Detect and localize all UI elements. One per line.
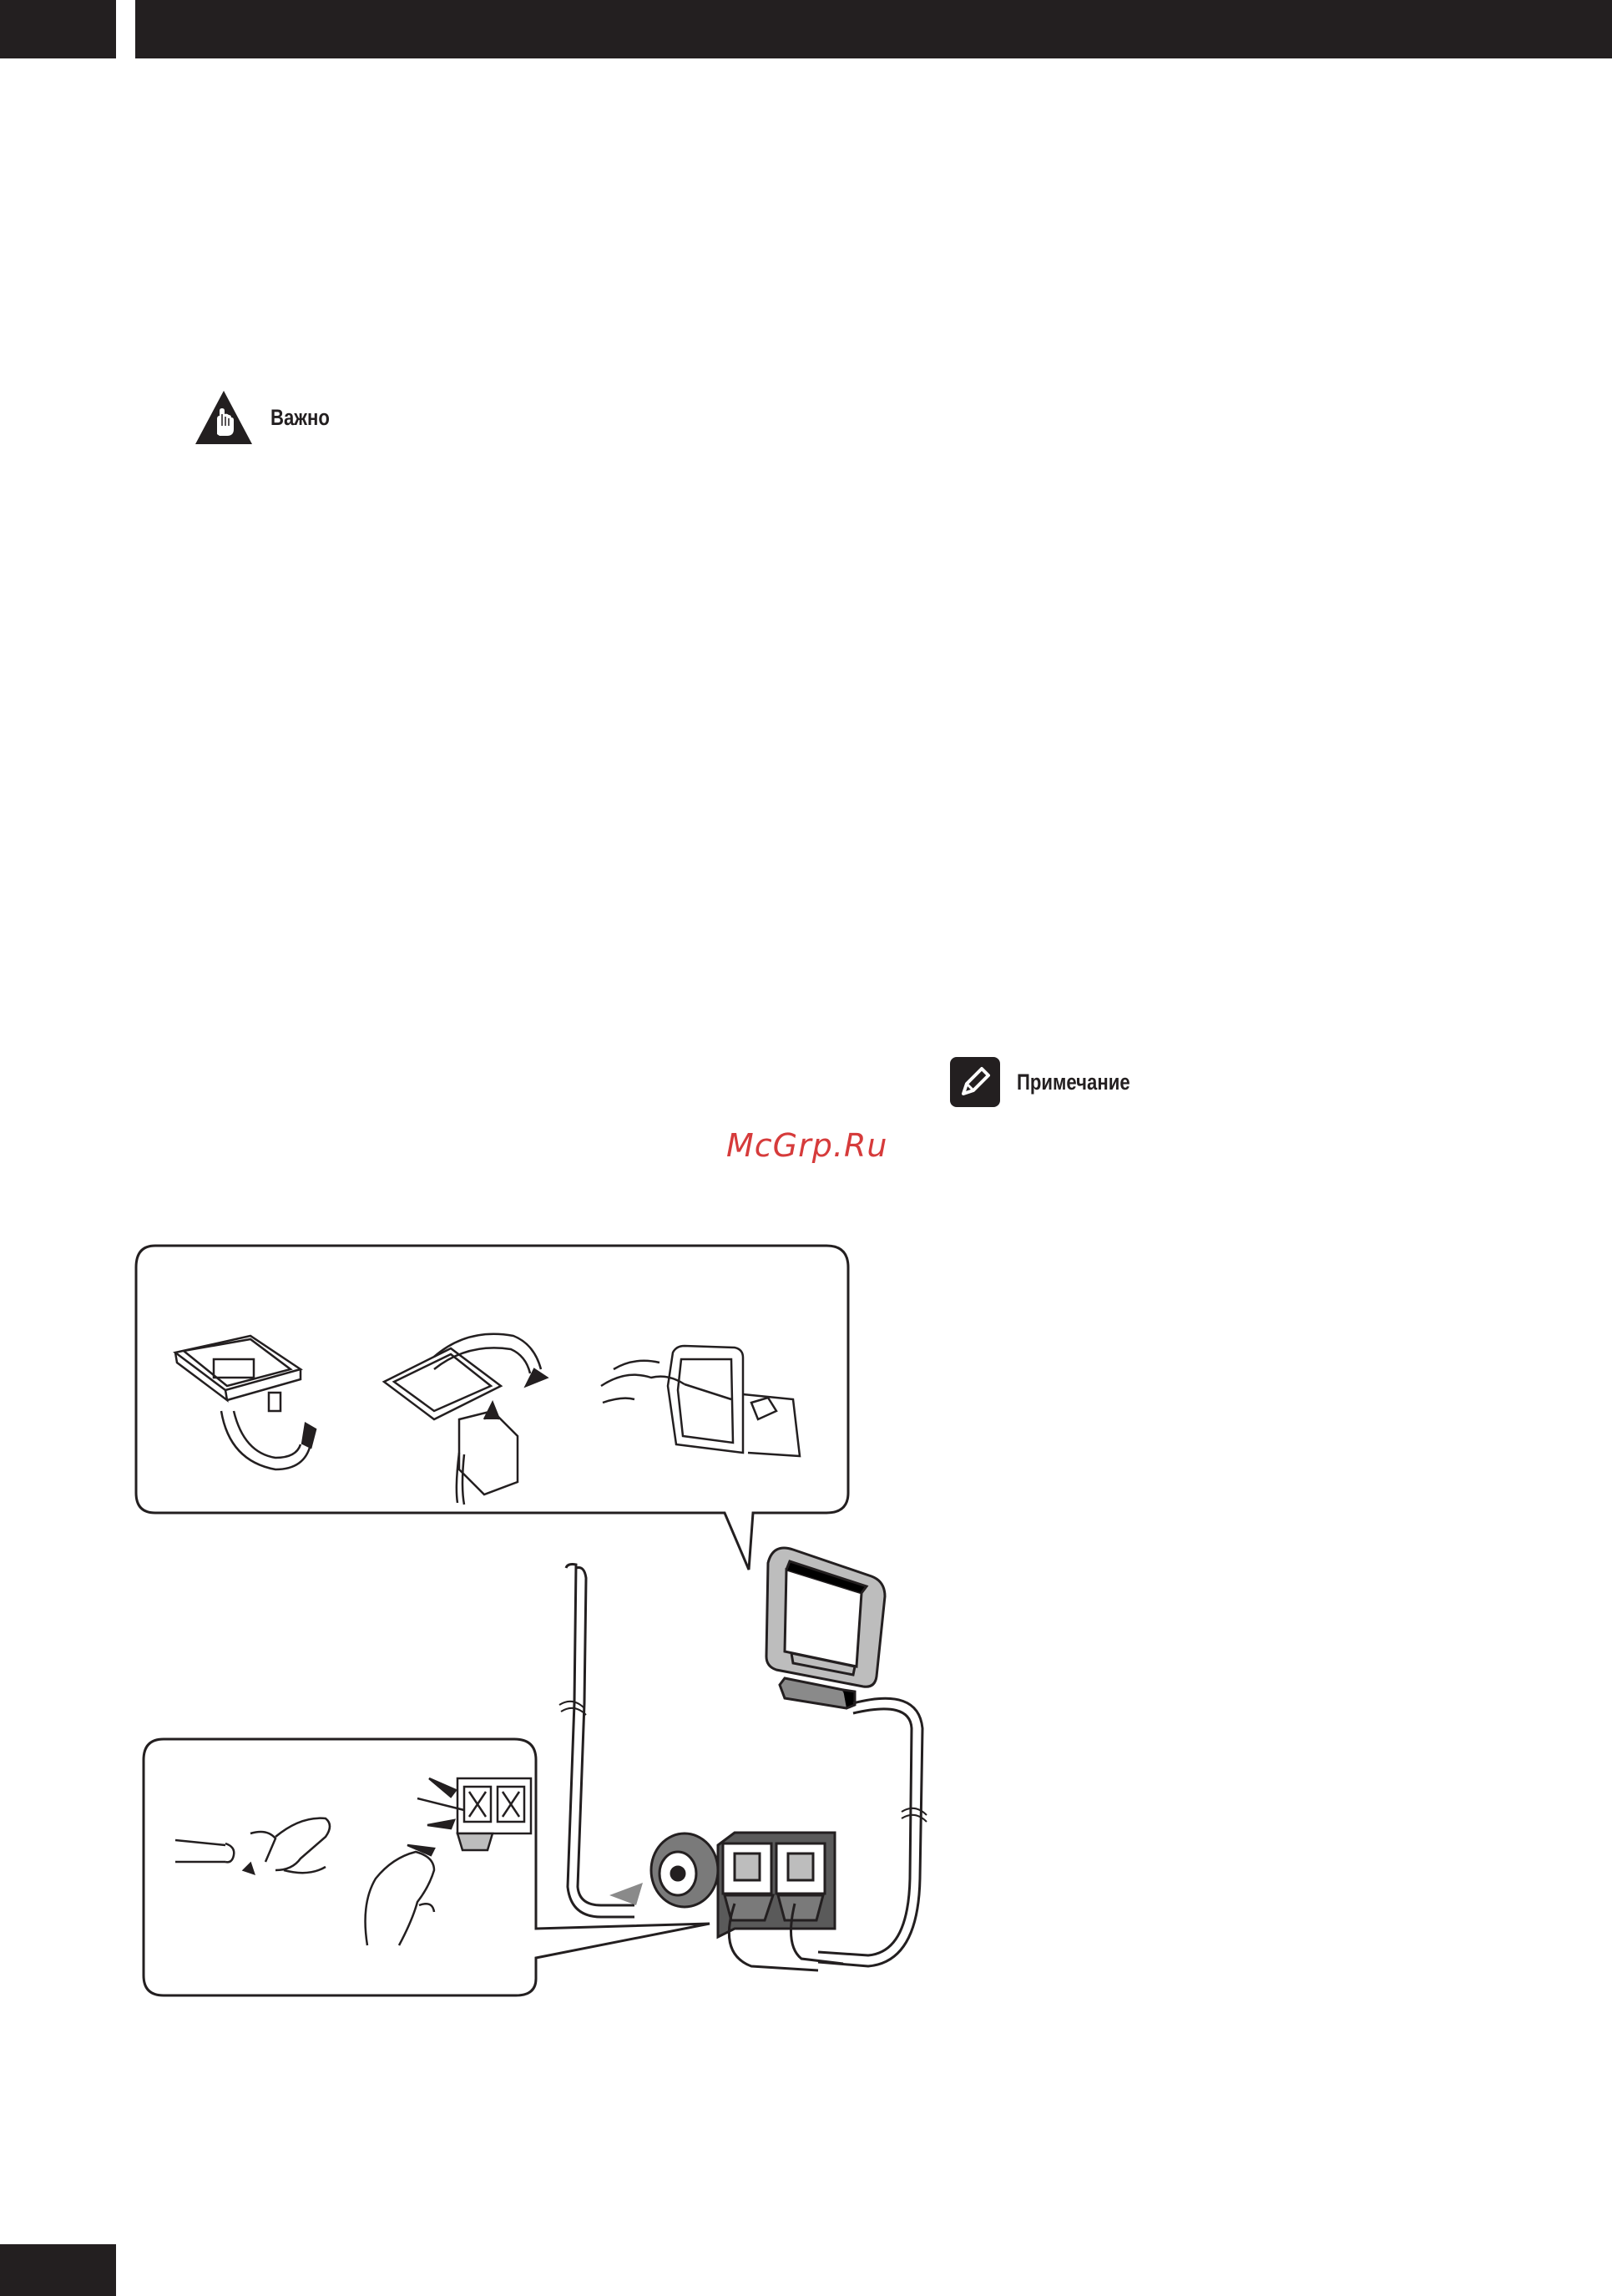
important-label: Важно [270,404,330,430]
am-loop-wire-clip-illus [601,1346,800,1456]
antenna-terminals [718,1833,843,1970]
am-loop-stand-attach-illus [384,1334,547,1505]
bottom-callout-panel [144,1739,710,1995]
terminal-push-insert-illus [366,1778,531,1945]
am-loop-antenna [766,1548,885,1708]
am-loop-stand-unfold-illus [175,1336,316,1469]
fm-wire-antenna [559,1565,634,1918]
fm-connector [609,1833,718,1907]
watermark: McGrp.Ru [726,1127,888,1164]
note-label: Примечание [1017,1069,1130,1095]
wire-twist-illus [175,1818,330,1874]
